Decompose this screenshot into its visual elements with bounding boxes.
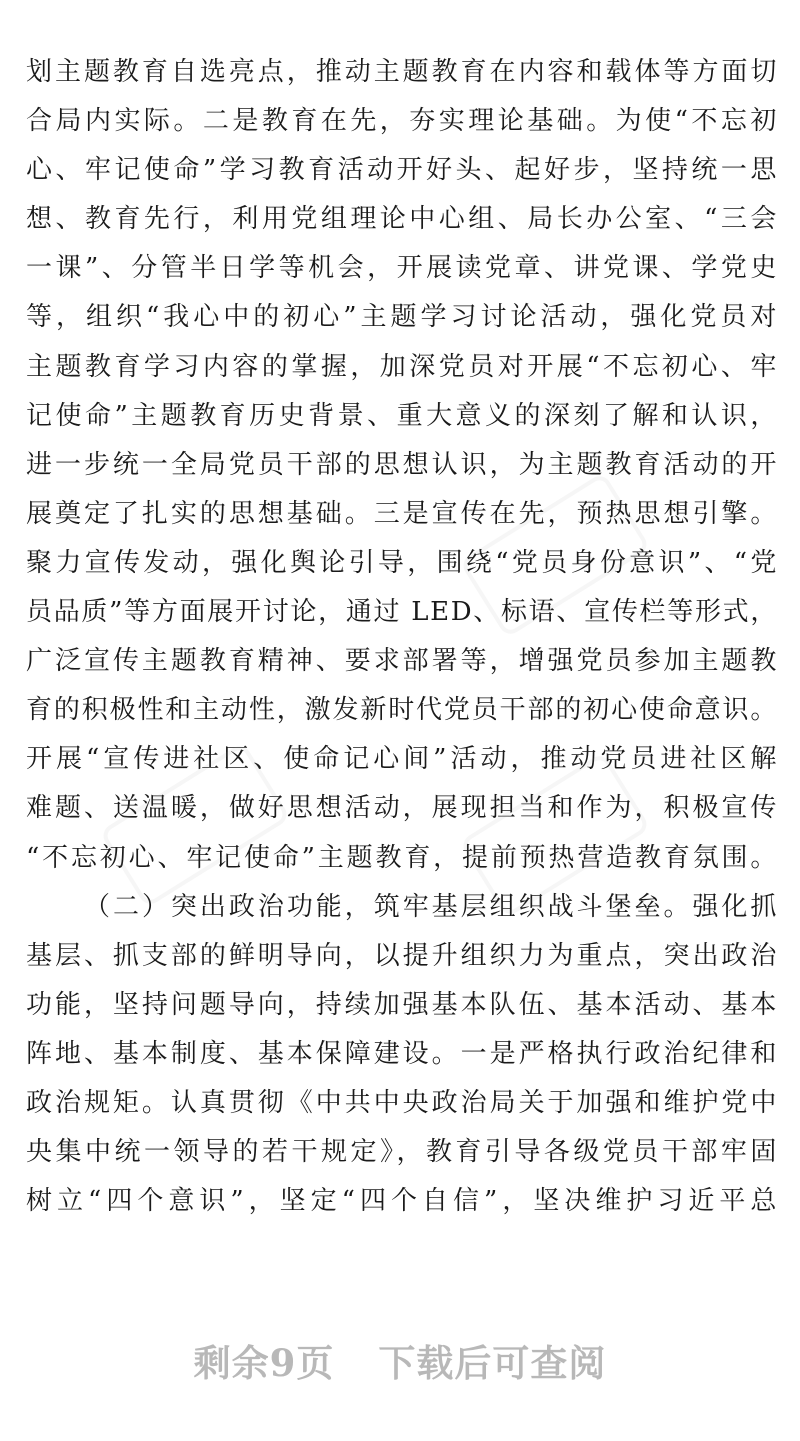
section-heading-line: （二）突出政治功能，筑牢基层组织战斗堡垒。强化抓 [84,891,778,922]
text-line: 记使命”主题教育历史背景、重大意义的深刻了解和认识， [26,400,778,431]
download-hint-label: 下载后可查阅 [378,1341,607,1385]
text-line: 主题教育学习内容的掌握，加深党员对开展“不忘初心、牢 [26,351,778,382]
text-line: 合局内实际。二是教育在先，夯实理论基础。为使“不忘初 [26,106,778,137]
text-line: 政治规矩。认真贯彻《中共中央政治局关于加强和维护党中 [26,1087,778,1118]
text-line: 树立“四个意识”，坚定“四个自信”，坚决维护习近平总 [26,1186,778,1217]
cut-off-previous-line [26,0,778,4]
text-line: 一课”、分管半日学等机会，开展读党章、讲党课、学党史 [26,253,778,284]
text-line: 划主题教育自选亮点，推动主题教育在内容和载体等方面切 [26,57,778,87]
text-line: 阵地、基本制度、基本保障建设。一是严格执行政治纪律和 [26,1038,778,1069]
text-line: 心、牢记使命”学习教育活动开好头、起好步，坚持统一思 [26,155,778,186]
text-line: 聚力宣传发动，强化舆论引导，围绕“党员身份意识”、“党 [26,547,778,578]
text-line: 等，组织“我心中的初心”主题学习讨论活动，强化党员对 [26,302,778,333]
text-line: 开展“宣传进社区、使命记心间”活动，推动党员进社区解 [26,744,778,775]
text-line: 展奠定了扎实的思想基础。三是宣传在先，预热思想引擎。 [26,498,778,529]
download-prompt-banner[interactable] [0,1333,800,1387]
text-line: 想、教育先行，利用党组理论中心组、局长办公室、“三会 [26,204,778,235]
text-line: 进一步统一全局党员干部的思想认识，为主题教育活动的开 [26,449,778,480]
text-line: “不忘初心、牢记使命”主题教育，提前预热营造教育氛围。 [26,842,778,873]
text-line: 广泛宣传主题教育精神、要求部署等，增强党员参加主题教 [26,646,778,677]
body-text [26,48,778,1226]
text-line: 基层、抓支部的鲜明导向，以提升组织力为重点，突出政治 [26,940,778,971]
text-line: 员品质”等方面展开讨论，通过 LED、标语、宣传栏等形式， [26,597,778,628]
text-line: 央集中统一领导的若干规定》，教育引导各级党员干部牢固 [26,1137,778,1168]
remaining-pages-label: 剩余9页 [193,1341,335,1385]
text-line: 育的积极性和主动性，激发新时代党员干部的初心使命意识。 [26,695,778,726]
text-line: 难题、送温暖，做好思想活动，展现担当和作为，积极宣传 [26,793,778,824]
text-line: 功能，坚持问题导向，持续加强基本队伍、基本活动、基本 [26,989,778,1020]
